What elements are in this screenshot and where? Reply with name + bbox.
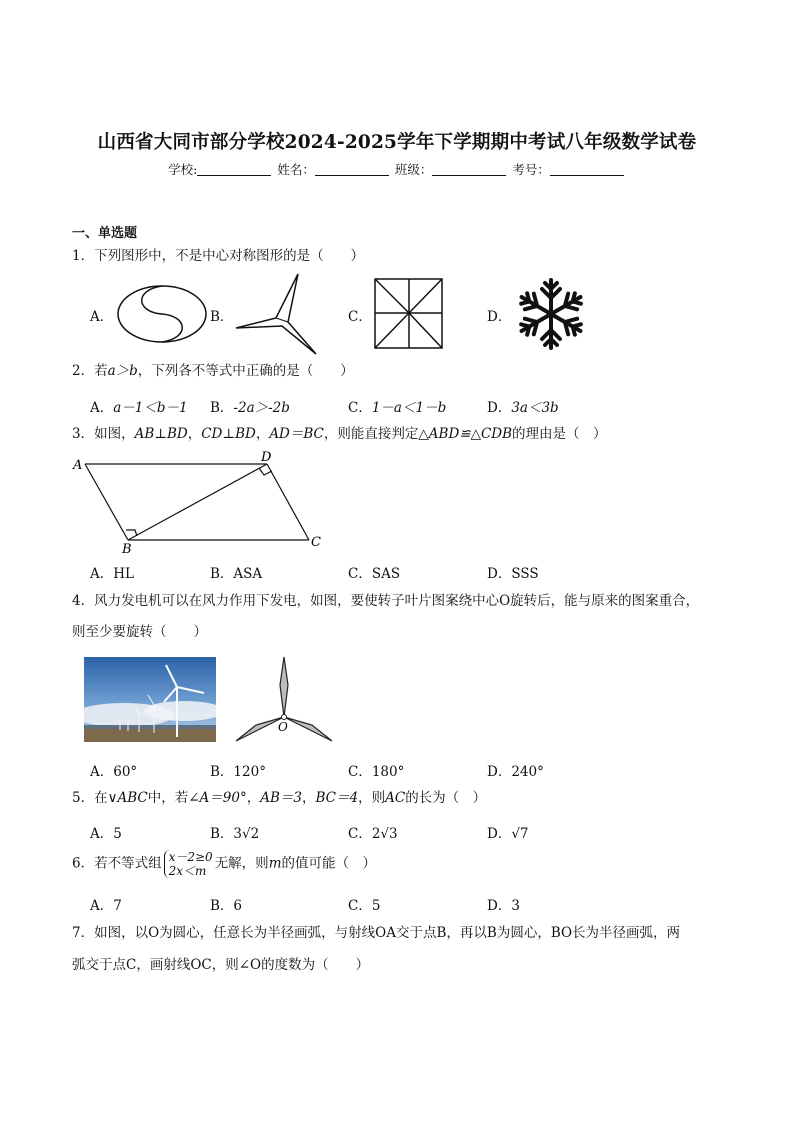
q3-option-d: D．SSS [487,566,539,582]
q4-option-b: B．120° [210,764,266,780]
q4-option-d: D．240° [487,764,544,780]
q4-option-a: A．60° [90,764,138,780]
q5-sep-2: ， [302,790,316,806]
question-5-stem [72,783,486,814]
question-4-line-1: 4．风力发电机可以在风力作用下发电，如图，要使转子叶片图案绕中心O旋转后，能与原来的图案重合， [72,593,700,609]
q3-option-c: C．SAS [348,566,401,582]
q2-label-b: B． [210,400,234,416]
q3-congruence: △ABD≌△CDB [418,426,513,442]
name-blank[interactable] [315,163,389,176]
q1-label-c: C． [348,309,372,325]
q5-sep-1: ， [246,790,261,806]
q6-stem-a: 6．若不等式组 [72,855,162,872]
q5-bc: BC＝4 [315,790,359,806]
school-blank[interactable] [197,163,271,176]
q5-angle: ∠A＝90° [188,790,247,806]
q3-sep-1: ， [187,426,202,442]
q6-option-c: C．5 [348,898,381,914]
q5-option-d: D．√7 [487,826,529,842]
q3-sep-2: ， [255,426,270,442]
q5-stem-a: 5．在 [72,790,108,806]
q5-option-b: B．3√2 [210,826,260,842]
field-label-id: 考号： [512,162,550,177]
id-blank[interactable] [550,163,624,176]
q2-option-d: 3a＜3b [511,400,559,416]
q3-cond-3: AD＝BC [269,426,324,442]
q6-option-a: A．7 [90,898,122,914]
q6-variable: m [268,855,282,872]
q2-label-c: C． [348,400,372,416]
point-label-b: B [122,542,132,557]
q5-option-a: A．5 [90,826,122,842]
field-label-class: 班级： [394,162,433,177]
center-label-o: O [278,720,288,734]
section-heading: 一、单选题 [72,226,138,241]
q2-condition: a＞b [107,363,138,379]
wind-turbine-photo [84,657,216,742]
q6-option-d: D．3 [487,898,520,914]
figure-three-point-star [232,272,322,358]
q6-inequality-system [164,850,213,878]
q3-cond-1: AB⊥BD [134,426,188,442]
q6-stem-b: 无解，则 [214,855,269,872]
q1-label-d: D． [487,309,512,325]
q3-option-b: B．ASA [210,566,263,582]
q6-option-b: B．6 [210,898,243,914]
q5-ac: AC [385,790,406,806]
question-7-line-2: 弧交于点C，画射线OC，则∠O的度数为（ ） [72,957,370,973]
q1-label-b: B． [210,309,234,325]
q3-cond-2: CD⊥BD [201,426,256,442]
q5-ab: AB＝3 [260,790,302,806]
q5-stem-d: 的长为（ ） [405,790,487,806]
q2-option-c: 1－a＜1－b [371,400,447,416]
point-label-a: A [73,458,83,473]
q6-inequality-2: 2x＜m [168,864,207,878]
page-title: 山西省大同市部分学校2024-2025学年下学期期中考试八年级数学试卷 [97,132,697,153]
question-7-line-1: 7．如图，以O为圆心，任意长为半径画弧，与射线OA交于点B，再以B为圆心，BO长为半径画弧，两 [72,925,681,941]
q2-option-b: -2a＞-2b [233,400,290,416]
q3-stem-b: ，则能直接判定 [323,426,419,442]
field-label-school: 学校: [168,162,198,177]
q5-stem-c: ，则 [358,790,386,806]
q6-stem-c: 的值可能（ ） [281,855,376,872]
q2-stem-a: 2．若 [72,363,108,379]
q3-stem-a: 3．如图， [72,426,135,442]
question-2-stem [72,356,354,387]
question-4-line-2: 则至少要旋转（ ） [72,624,207,640]
question-6-stem [72,850,376,878]
figure-snowflake [513,276,589,352]
q3-option-a: A．HL [90,566,134,582]
question-1-stem: 1．下列图形中，不是中心对称图形的是（ ） [72,248,365,264]
q2-stem-b: ，下列各不等式中正确的是（ ） [137,363,354,379]
question-3-stem [72,419,607,450]
q4-option-c: C．180° [348,764,405,780]
class-blank[interactable] [432,163,506,176]
point-label-d: D [261,450,272,465]
q5-stem-b: 中，若 [147,790,189,806]
point-label-c: C [311,535,321,550]
q3-stem-c: 的理由是（ ） [512,426,607,442]
q2-option-a: a－1＜b－1 [113,400,188,416]
field-label-name: 姓名： [277,162,315,177]
student-info-line [0,160,794,178]
q2-label-d: D． [487,400,512,416]
q5-triangle: ∨ABC [107,790,148,806]
figure-pinwheel [374,278,444,350]
figure-taiji-ellipse [116,284,210,346]
figure-q3-parallelogram [72,450,332,556]
q2-label-a: A． [90,400,114,416]
q1-label-a: A． [90,309,114,325]
figure-turbine-blades [234,655,334,745]
q5-option-c: C．2√3 [348,826,398,842]
q6-inequality-1: x－2≥0 [168,850,213,864]
